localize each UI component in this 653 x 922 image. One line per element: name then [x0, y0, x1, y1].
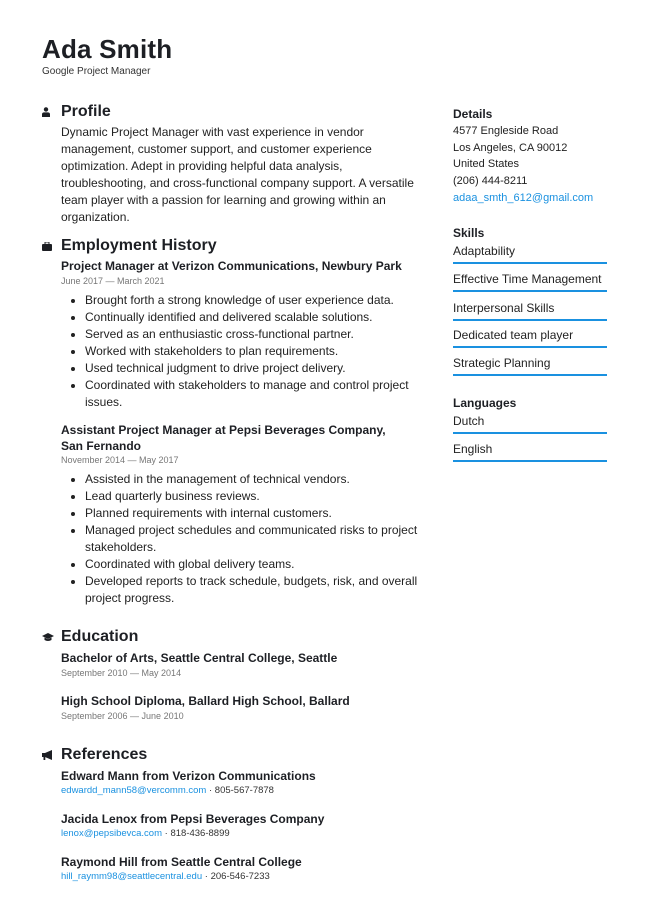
- skill-label: Adaptability: [453, 244, 516, 258]
- language-item: [453, 441, 607, 462]
- education-dates: September 2010 — May 2014: [61, 668, 182, 678]
- job-bullet: • Managed project schedules and communicated risks to project stakeholders.: [85, 522, 445, 556]
- skill-level-bar: [453, 319, 607, 321]
- references-heading: References: [61, 746, 148, 763]
- profile-heading: Profile: [61, 103, 111, 120]
- reference-contact: [61, 828, 230, 839]
- megaphone-icon: [42, 750, 61, 760]
- job-bullet-list: [61, 292, 445, 411]
- skills-heading: Skills: [453, 226, 485, 240]
- skill-level-bar: [453, 374, 607, 376]
- education-title: High School Diploma, Ballard High School, Ballard: [61, 694, 350, 708]
- reference-phone: 805-567-7878: [214, 785, 274, 796]
- job-bullet: • Developed reports to track schedule, budgets, risk, and overall project progress.: [85, 573, 445, 607]
- email-link[interactable]: adaa_smth_612@gmail.com: [453, 192, 594, 204]
- job-bullet: • Lead quarterly business reviews.: [85, 488, 445, 505]
- job-bullet: • Assisted in the management of technical vendors.: [85, 471, 445, 488]
- details-heading: Details: [453, 107, 493, 121]
- address-line-1: 4577 Engleside Road: [453, 125, 559, 137]
- reference-phone: 206-546-7233: [210, 871, 270, 882]
- language-level-bar: [453, 432, 607, 434]
- skill-item: [453, 243, 607, 264]
- reference-email-link[interactable]: edwardd_mann58@vercomm.com: [61, 785, 207, 796]
- skill-label: Interpersonal Skills: [453, 301, 555, 315]
- resume-name: Ada Smith: [42, 34, 173, 64]
- contact-separator: ·: [208, 785, 213, 796]
- skill-level-bar: [453, 346, 607, 348]
- education-heading: Education: [61, 628, 139, 645]
- employment-section-header: [42, 237, 217, 255]
- language-label: Dutch: [453, 414, 485, 428]
- skill-level-bar: [453, 262, 607, 264]
- contact-separator: ·: [164, 828, 168, 839]
- job-bullet-list: [61, 471, 445, 607]
- reference-name: Jacida Lenox from Pepsi Beverages Company: [61, 812, 325, 826]
- resume-subtitle: Google Project Manager: [42, 66, 151, 77]
- job-bullet: • Coordinated with stakeholders to manage and control project issues.: [85, 377, 445, 411]
- language-level-bar: [453, 460, 607, 462]
- skill-level-bar: [453, 290, 607, 292]
- address-line-2: Los Angeles, CA 90012: [453, 142, 568, 154]
- job-bullet: • Worked with stakeholders to plan requirements.: [85, 343, 445, 360]
- skill-item: [453, 300, 607, 321]
- phone-number: (206) 444-8211: [453, 175, 528, 187]
- skill-item: [453, 327, 607, 348]
- profile-text: Dynamic Project Manager with vast experience in vendor management, customer support, and customer experience optimization. Adept in providing helpful data analysis, troubleshooting, and cross-functional company support. A versatile team player with a passion for learning and growing within an organization.: [61, 125, 414, 224]
- person-icon: [42, 107, 61, 117]
- reference-contact: [61, 871, 270, 882]
- skill-item: [453, 271, 607, 292]
- language-item: [453, 413, 607, 434]
- employment-heading: Employment History: [61, 237, 217, 254]
- skill-label: Dedicated team player: [453, 328, 574, 342]
- references-section-header: [42, 746, 147, 764]
- skill-item: [453, 355, 607, 376]
- reference-email-link[interactable]: lenox@pepsibevca.com: [61, 828, 163, 839]
- job-dates: November 2014 — May 2017: [61, 455, 179, 465]
- education-dates: September 2006 — June 2010: [61, 711, 184, 721]
- education-section-header: [42, 628, 138, 646]
- graduation-cap-icon: [42, 633, 61, 642]
- language-label: English: [453, 442, 493, 456]
- profile-section-header: [42, 103, 111, 121]
- job-title: Project Manager at Verizon Communications, Newbury Park: [61, 259, 402, 273]
- languages-heading: Languages: [453, 396, 517, 410]
- job-bullet: • Planned requirements with internal customers.: [85, 505, 445, 522]
- job-bullet: • Served as an enthusiastic cross-functional partner.: [85, 326, 445, 343]
- reference-name: Edward Mann from Verizon Communications: [61, 769, 316, 783]
- reference-phone: 818-436-8899: [170, 828, 230, 839]
- reference-contact: [61, 785, 274, 796]
- job-bullet: • Continually identified and delivered scalable solutions.: [85, 309, 445, 326]
- reference-name: Raymond Hill from Seattle Central College: [61, 855, 302, 869]
- job-bullet: • Used technical judgment to drive project delivery.: [85, 360, 445, 377]
- skill-label: Strategic Planning: [453, 356, 551, 370]
- reference-email-link[interactable]: hill_raymm98@seattlecentral.edu: [61, 871, 203, 882]
- job-bullet: • Brought forth a strong knowledge of user experience data.: [85, 292, 445, 309]
- education-title: Bachelor of Arts, Seattle Central College, Seattle: [61, 651, 338, 665]
- skill-label: Effective Time Management: [453, 272, 602, 286]
- briefcase-icon: [42, 242, 61, 251]
- contact-separator: ·: [204, 871, 208, 882]
- job-title: Assistant Project Manager at Pepsi Beverages Company, San Fernando: [61, 423, 386, 453]
- address-country: United States: [453, 158, 520, 170]
- job-dates: June 2017 — March 2021: [61, 276, 165, 286]
- job-bullet: • Coordinated with global delivery teams.: [85, 556, 445, 573]
